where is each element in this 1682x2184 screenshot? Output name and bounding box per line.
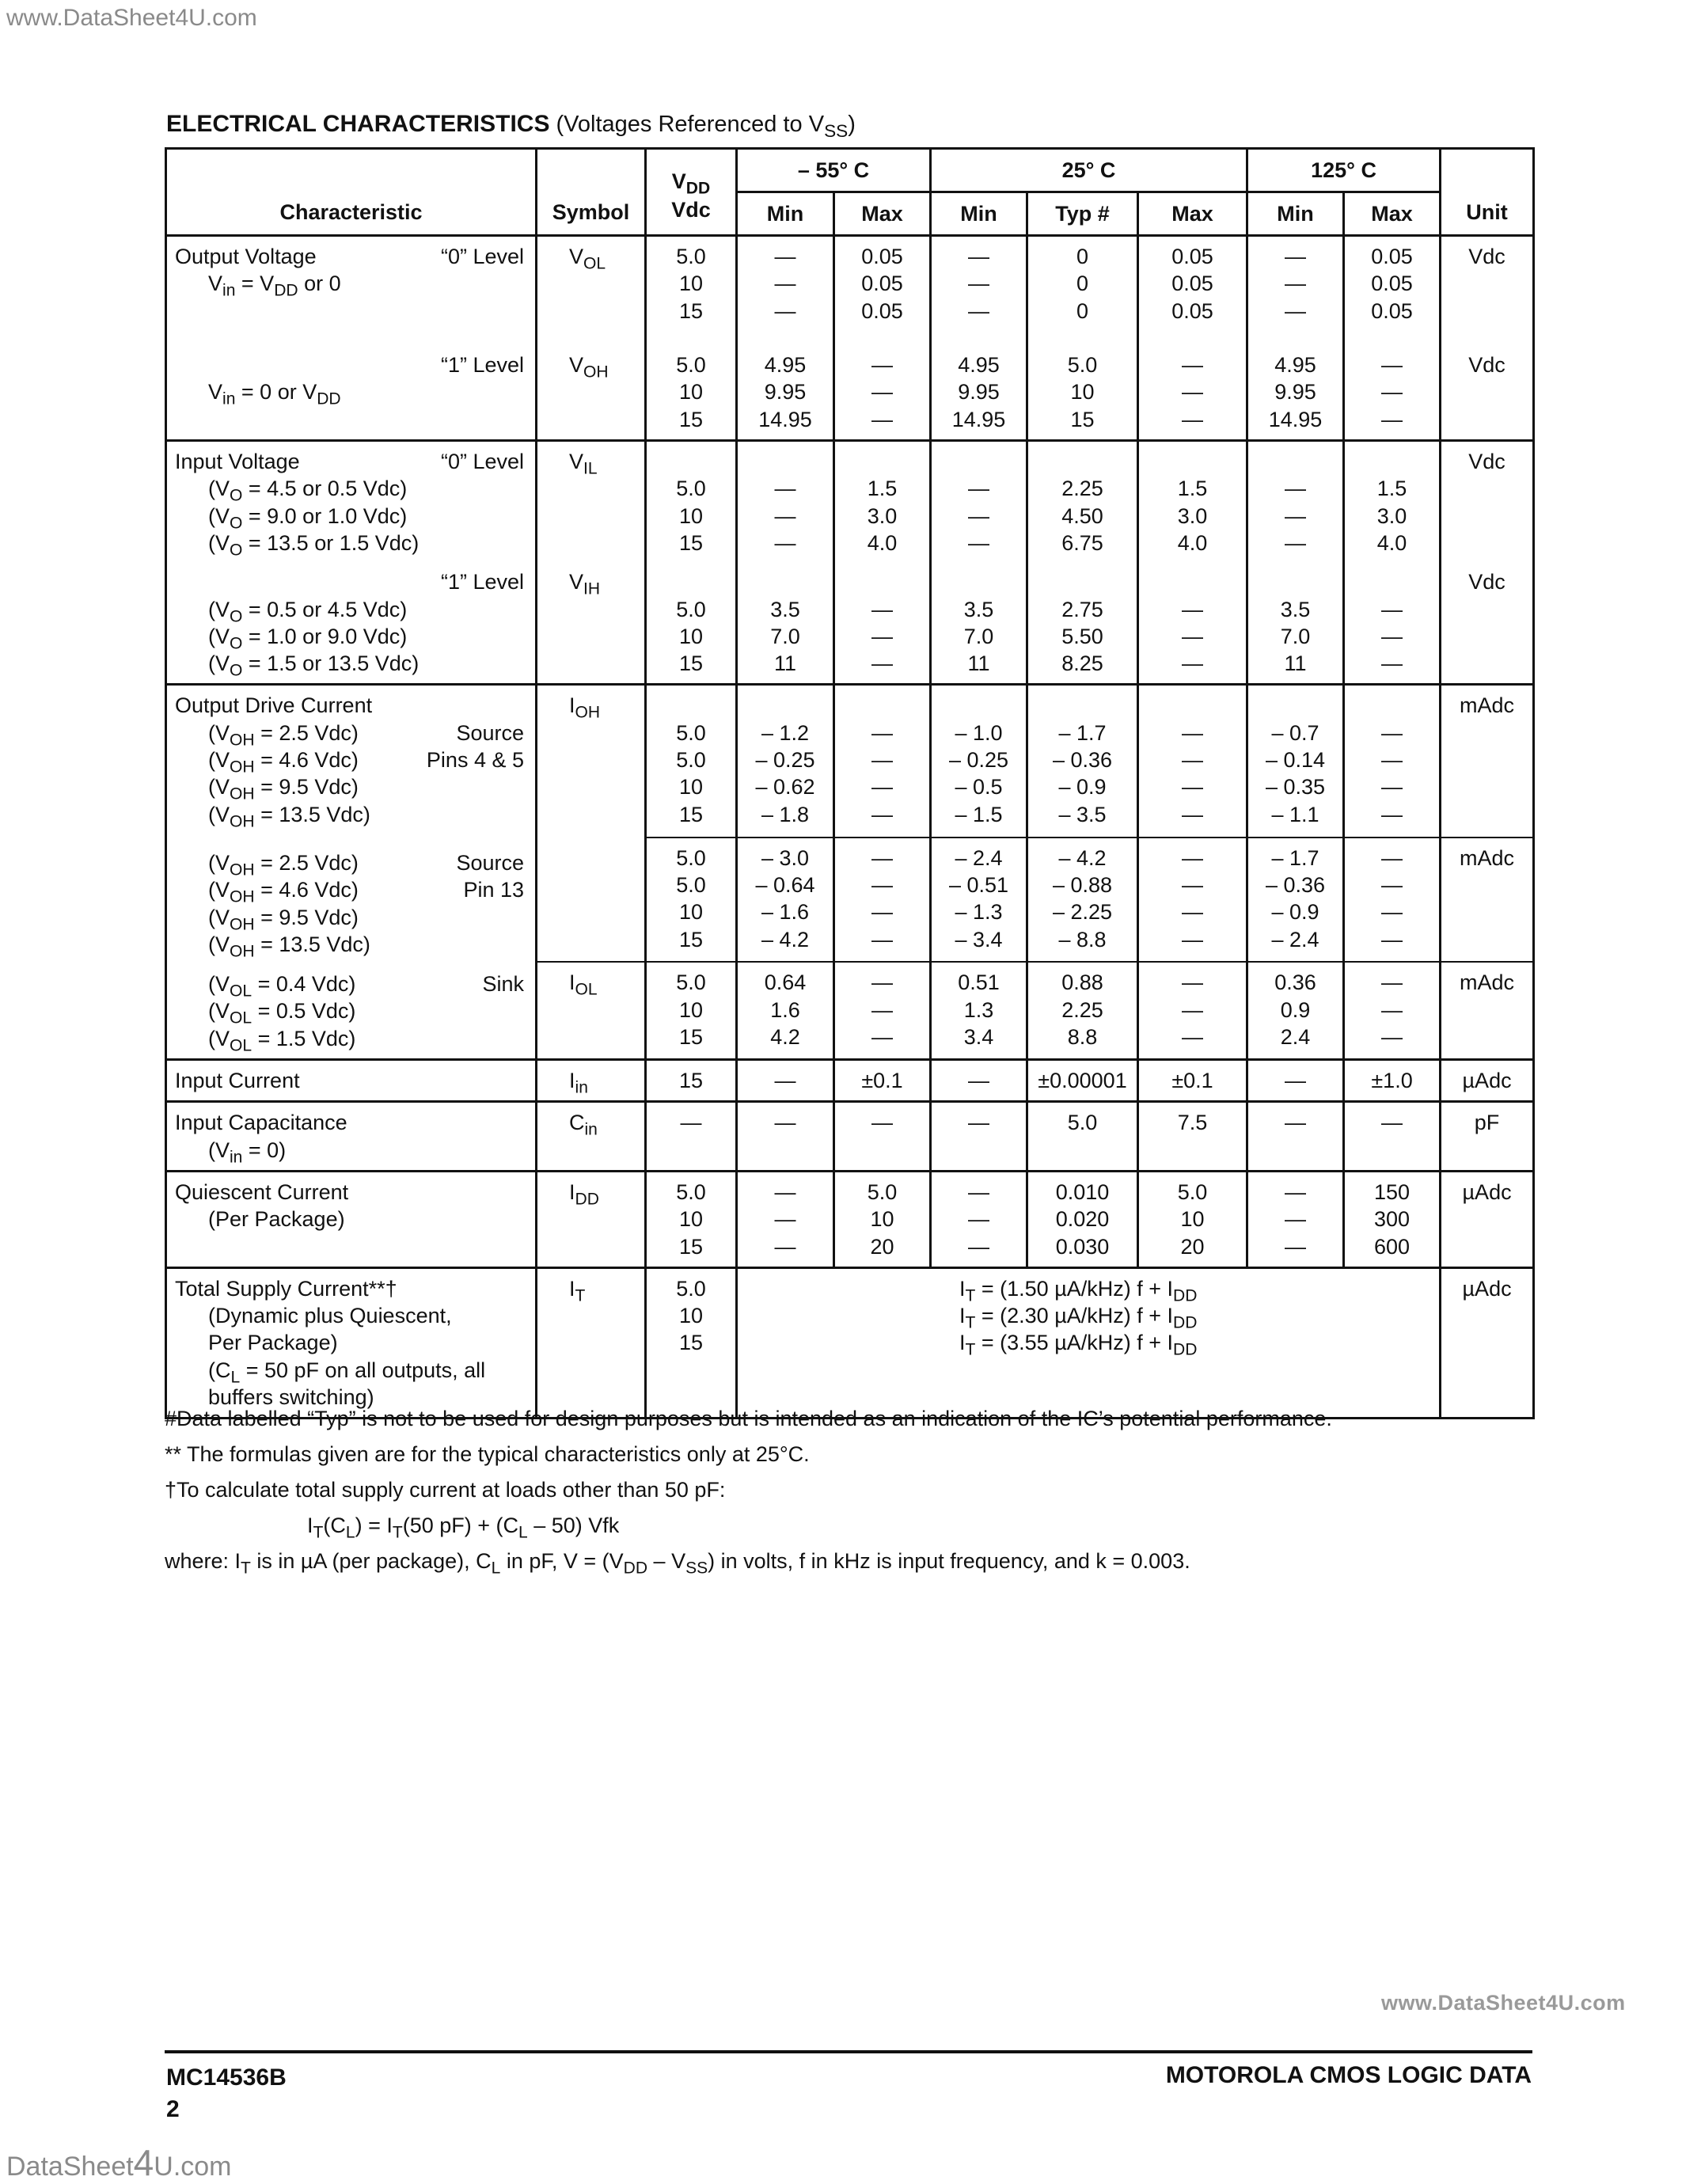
- header-min: Min: [1247, 192, 1344, 236]
- char-total-supply-current: Total Supply Current**† (Dynamic plus Quiescent, Per Package) ($C_L = 50$ pF on all outputs, all buffers switching): [166, 1267, 537, 1418]
- table-row: 5.0 5.0 10 15 – 3.0 – 0.64 – 1.6 – 4.2 — — — — – 2.4 – 0.51 – 1.3 – 3.4 – 4.2 – 0.88 – 2.25 – 8.8 — — — — – 1.7 – 0.36 – 0.9 – 2.4 — — — — mAdc: [166, 838, 1534, 963]
- header-vdd: $V_{DD}$ Vdc: [646, 149, 737, 236]
- table-row: Output Voltage “0” Level $V_{in} = V_{DD}$ or 0 “1” Level $V_{in} = 0$ or $V_{DD}$ $V_{OL}$ $V_{OH}$ 5.0 10 15 5.0 10 15 — — — 4.95 9.95 14.95 0.05 0.05 0.05 — — — — — — 4.95 9.95 14.95 0 0 0 5.0 10 15 0.05 0.05 0.05 — — — — — — 4.95 9.95 14.95 0.05 0.05 0.05 — — — Vdc Vdc: [166, 236, 1534, 441]
- watermark-top[interactable]: www.DataSheet4U.com: [6, 5, 257, 31]
- table-row: Input Voltage “0” Level ($V_O = 4.5$ or 0.5 Vdc) ($V_O = 9.0$ or 1.0 Vdc) ($V_O = 13.5$ or 1.5 Vdc) “1” Level ($V_O = 0.5$ or 4.5 Vdc) ($V_O = 1.0$ or 9.0 Vdc) ($V_O = 1.5$ or 13.5 Vdc) $V_{IL}$ $V_{IH}$ 5.0 10 15 5.0 10 15 — — — 3.5 7.0 11 1.5 3.0 4.0 — — — — — — 3.5 7.0 11 2.25 4.50 6.75 2.75 5.50 8.25 1.5 3.0 4.0 — — — — — — 3.5 7.0 11 1.5 3.0 4.0 — — — Vdc Vdc: [166, 441, 1534, 685]
- note-formula: $I_T(C_L) = I_T(50$ $pF) + (C_L - 50)$ Vfk: [307, 1514, 620, 1542]
- header-symbol: Symbol: [537, 149, 646, 236]
- char-input-current: Input Current: [166, 1060, 537, 1102]
- symbol-cell: $I_{OL}$: [537, 962, 646, 1059]
- electrical-characteristics-table: [165, 147, 1535, 1419]
- symbol-cell: $I_{OH}$: [537, 685, 646, 962]
- footnotes: [165, 1401, 1589, 1579]
- symbol-cell: $V_{IL}$ $V_{IH}$: [537, 441, 646, 685]
- symbol-cell: $I_{DD}$: [537, 1171, 646, 1267]
- header-temp-minus55: – 55° C: [737, 149, 931, 192]
- supply-current-formulas: $I_T = (1.50$ µA/kHz) $f + I_{DD}$ $I_T = (2.30$ µA/kHz) $f + I_{DD}$ $I_T = (3.55$ µA/kHz) $f + I_{DD}$: [737, 1267, 1441, 1418]
- symbol-cell: $I_T$: [537, 1267, 646, 1418]
- watermark-bottom[interactable]: DataSheet4U.com: [6, 2142, 232, 2183]
- char-quiescent-current: Quiescent Current (Per Package): [166, 1171, 537, 1267]
- symbol-cell: $I_{in}$: [537, 1060, 646, 1102]
- symbol-cell: $V_{OL}$ $V_{OH}$: [537, 236, 646, 441]
- table-row: Quiescent Current (Per Package) $I_{DD}$ 5.0 10 15 — — — 5.0 10 20 — — — 0.010 0.020 0.030 5.0 10 20 — — — 150 300 600 µAdc: [166, 1171, 1534, 1267]
- char-input-capacitance: Input Capacitance $(V_{in} = 0)$: [166, 1102, 537, 1172]
- footer-right: MOTOROLA CMOS LOGIC DATA: [1165, 2062, 1532, 2088]
- table-row: Total Supply Current**† (Dynamic plus Quiescent, Per Package) ($C_L = 50$ pF on all outputs, all buffers switching) $I_T$ 5.0 10 15 $I_T = (1.50$ µA/kHz) $f + I_{DD}$ $I_T = (2.30$ µA/kHz) $f + I_{DD}$ $I_T = (3.55$ µA/kHz) $f + I_{DD}$ µAdc: [166, 1267, 1534, 1418]
- header-characteristic: Characteristic: [166, 149, 537, 236]
- header-temp-25: 25° C: [931, 149, 1247, 192]
- footer-left: [166, 2062, 287, 2125]
- symbol-cell: $C_{in}$: [537, 1102, 646, 1172]
- header-max: Max: [1138, 192, 1247, 236]
- table-row: Input Capacitance $(V_{in} = 0)$ $C_{in}$ — — — — 5.0 7.5 — — pF: [166, 1102, 1534, 1172]
- watermark-mid[interactable]: www.DataSheet4U.com: [1381, 1991, 1626, 2015]
- char-output-drive-current: Output Drive Current ($V_{OH} = 2.5$ Vdc) Source ($V_{OH} = 4.6$ Vdc) Pins 4 & 5 ($V_{OH} = 9.5$ Vdc) ($V_{OH} = 13.5$ Vdc) ($V_{OH} = 2.5$ Vdc) Source ($V_{OH} = 4.6$ Vdc) Pin 13 ($V_{OH} = 9.5$ Vdc) ($V_{OH} = 13.5$ Vdc) ($V_{OL} = 0.4$ Vdc) Sink ($V_{OL} = 0.5$ Vdc) ($V_{OL} = 1.5$ Vdc): [166, 685, 537, 1060]
- note-total-supply: †To calculate total supply current at loads other than 50 pF:: [165, 1478, 726, 1502]
- header-min: Min: [737, 192, 834, 236]
- table-row: Input Current $I_{in}$ 15 — ±0.1 — ±0.00001 ±0.1 — ±1.0 µAdc: [166, 1060, 1534, 1102]
- char-input-voltage: Input Voltage “0” Level ($V_O = 4.5$ or 0.5 Vdc) ($V_O = 9.0$ or 1.0 Vdc) ($V_O = 13.5$ or 1.5 Vdc) “1” Level ($V_O = 0.5$ or 4.5 Vdc) ($V_O = 1.0$ or 9.0 Vdc) ($V_O = 1.5$ or 13.5 Vdc): [166, 441, 537, 685]
- note-typ: #Data labelled “Typ” is not to be used for design purposes but is intended as an indication of the IC’s potential performance.: [165, 1407, 1332, 1430]
- table-title: ELECTRICAL CHARACTERISTICS (Voltages Referenced to $V_{SS}$): [166, 111, 856, 141]
- part-number: MC14536B: [166, 2064, 287, 2091]
- note-where: where: $I_T$ is in µA (per package), $C_L$ in pF, $V = (V_{DD} - V_{SS})$ in volts, f in kHz is input frequency, and k = 0.003.: [165, 1549, 1190, 1578]
- header-max: Max: [1344, 192, 1441, 236]
- table-row: $I_{OL}$ 5.0 10 15 0.64 1.6 4.2 — — — 0.51 1.3 3.4 0.88 2.25 8.8 — — — 0.36 0.9 2.4 — — — mAdc: [166, 962, 1534, 1059]
- header-unit: Unit: [1441, 149, 1534, 236]
- note-formulas: ** The formulas given are for the typical characteristics only at 25°C.: [165, 1442, 810, 1466]
- header-max: Max: [834, 192, 931, 236]
- footer-rule: [165, 2050, 1532, 2053]
- table-row: Output Drive Current ($V_{OH} = 2.5$ Vdc) Source ($V_{OH} = 4.6$ Vdc) Pins 4 & 5 ($V_{OH} = 9.5$ Vdc) ($V_{OH} = 13.5$ Vdc) ($V_{OH} = 2.5$ Vdc) Source ($V_{OH} = 4.6$ Vdc) Pin 13 ($V_{OH} = 9.5$ Vdc) ($V_{OH} = 13.5$ Vdc) ($V_{OL} = 0.4$ Vdc) Sink ($V_{OL} = 0.5$ Vdc) ($V_{OL} = 1.5$ Vdc) $I_{OH}$ 5.0 5.0 10 15 – 1.2 – 0.25 – 0.62 – 1.8 — — — — – 1.0 – 0.25 – 0.5 – 1.5 – 1.7 – 0.36 – 0.9 – 3.5 — — — — – 0.7 – 0.14 – 0.35 – 1.1 — — — — mAdc: [166, 685, 1534, 838]
- page-number: 2: [166, 2096, 180, 2122]
- header-temp-125: 125° C: [1247, 149, 1441, 192]
- header-min: Min: [931, 192, 1027, 236]
- header-typ: Typ #: [1027, 192, 1138, 236]
- char-output-voltage: Output Voltage “0” Level $V_{in} = V_{DD}$ or 0 “1” Level $V_{in} = 0$ or $V_{DD}$: [166, 236, 537, 441]
